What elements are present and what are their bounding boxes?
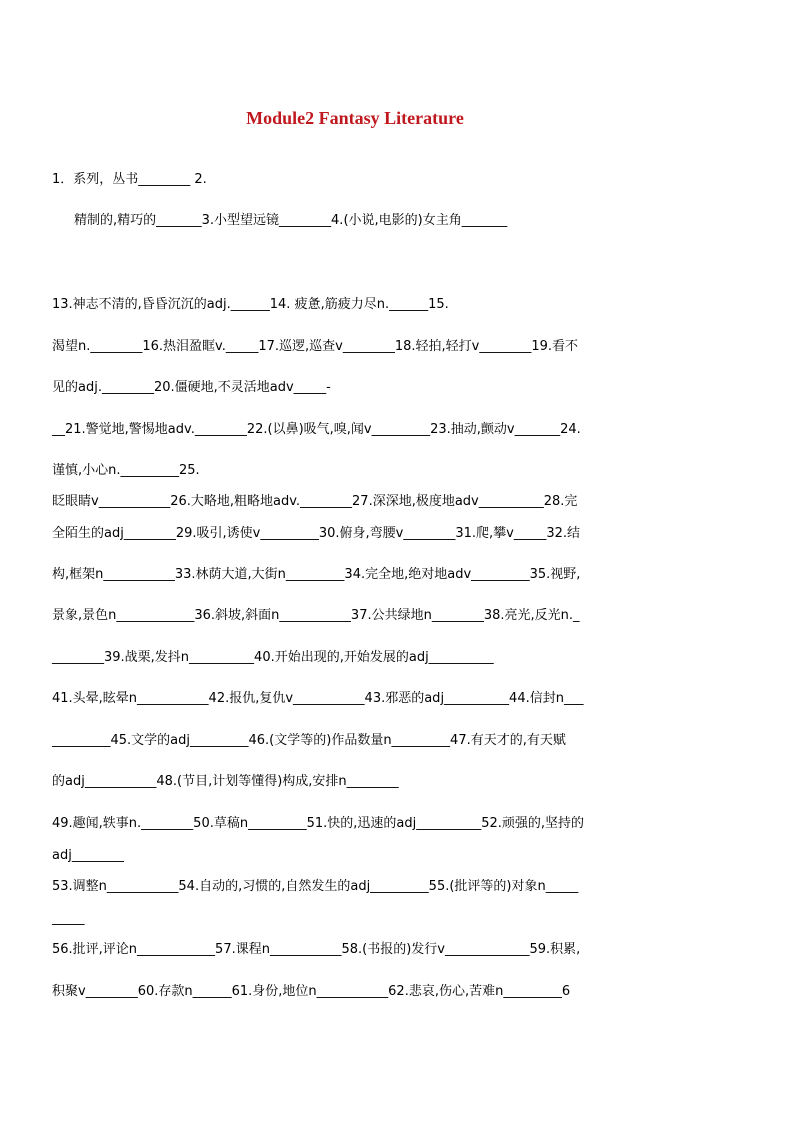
- vocab-line: 全陌生的adj________29.吸引,诱使v_________30.俯身,弯腰v________31.爬,攀v_____32.结: [52, 526, 581, 541]
- vocab-line: __21.警觉地,警惕地adv.________22.(以鼻)吸气,嗅,闻v_________23.抽动,颤动v_______24.: [52, 422, 581, 437]
- vocab-line: ________39.战栗,发抖n__________40.开始出现的,开始发展的adj__________: [52, 650, 494, 665]
- vocab-line: 精制的,精巧的_______3.小型望远镜________4.(小说,电影的)女主角_______: [74, 213, 508, 228]
- vocab-line: 谨慎,小心n._________25.: [52, 463, 200, 478]
- vocab-line: 的adj___________48.(节目,计划等懂得)构成,安排n________: [52, 774, 399, 789]
- vocab-line: 见的adj.________20.僵硬地,不灵活地adv_____-: [52, 380, 331, 395]
- page-title: Module2 Fantasy Literature: [246, 108, 464, 128]
- vocab-line: 眨眼睛v___________26.大略地,粗略地adv.________27.深深地,极度地adv__________28.完: [52, 494, 578, 509]
- vocab-line: 41.头晕,眩晕n___________42.报仇,复仇v___________43.邪恶的adj__________44.信封n___: [52, 691, 584, 706]
- vocab-line: _________45.文学的adj_________46.(文学等的)作品数量n_________47.有天才的,有天赋: [52, 733, 566, 748]
- vocab-line: 渴望n.________16.热泪盈眶v._____17.巡逻,巡查v________18.轻拍,轻打v________19.看不: [52, 339, 579, 354]
- vocab-line: 49.趣闻,轶事n.________50.草稿n_________51.快的,迅速的adj__________52.顽强的,坚持的: [52, 816, 585, 831]
- vocab-line: 53.调整n___________54.自动的,习惯的,自然发生的adj_________55.(批评等的)对象n_____: [52, 879, 579, 894]
- vocab-line: adj________: [52, 848, 124, 863]
- vocab-line: 1．系列，丛书________ 2.: [52, 172, 207, 187]
- vocab-line: 13.神志不清的,昏昏沉沉的adj.______14. 疲惫,筋疲力尽n.______15.: [52, 297, 449, 312]
- vocab-line: _____: [52, 911, 85, 926]
- vocab-line: 景象,景色n____________36.斜坡,斜面n___________37.公共绿地n________38.亮光,反光n._: [52, 608, 580, 623]
- vocab-line: 56.批评,评论n____________57.课程n___________58.(书报的)发行v_____________59.积累,: [52, 942, 581, 957]
- vocab-line: 构,框架n___________33.林荫大道,大街n_________34.完全地,绝对地adv_________35.视野,: [52, 567, 581, 582]
- vocab-line: 积聚v________60.存款n______61.身份,地位n___________62.悲哀,伤心,苦难n_________6: [52, 984, 571, 999]
